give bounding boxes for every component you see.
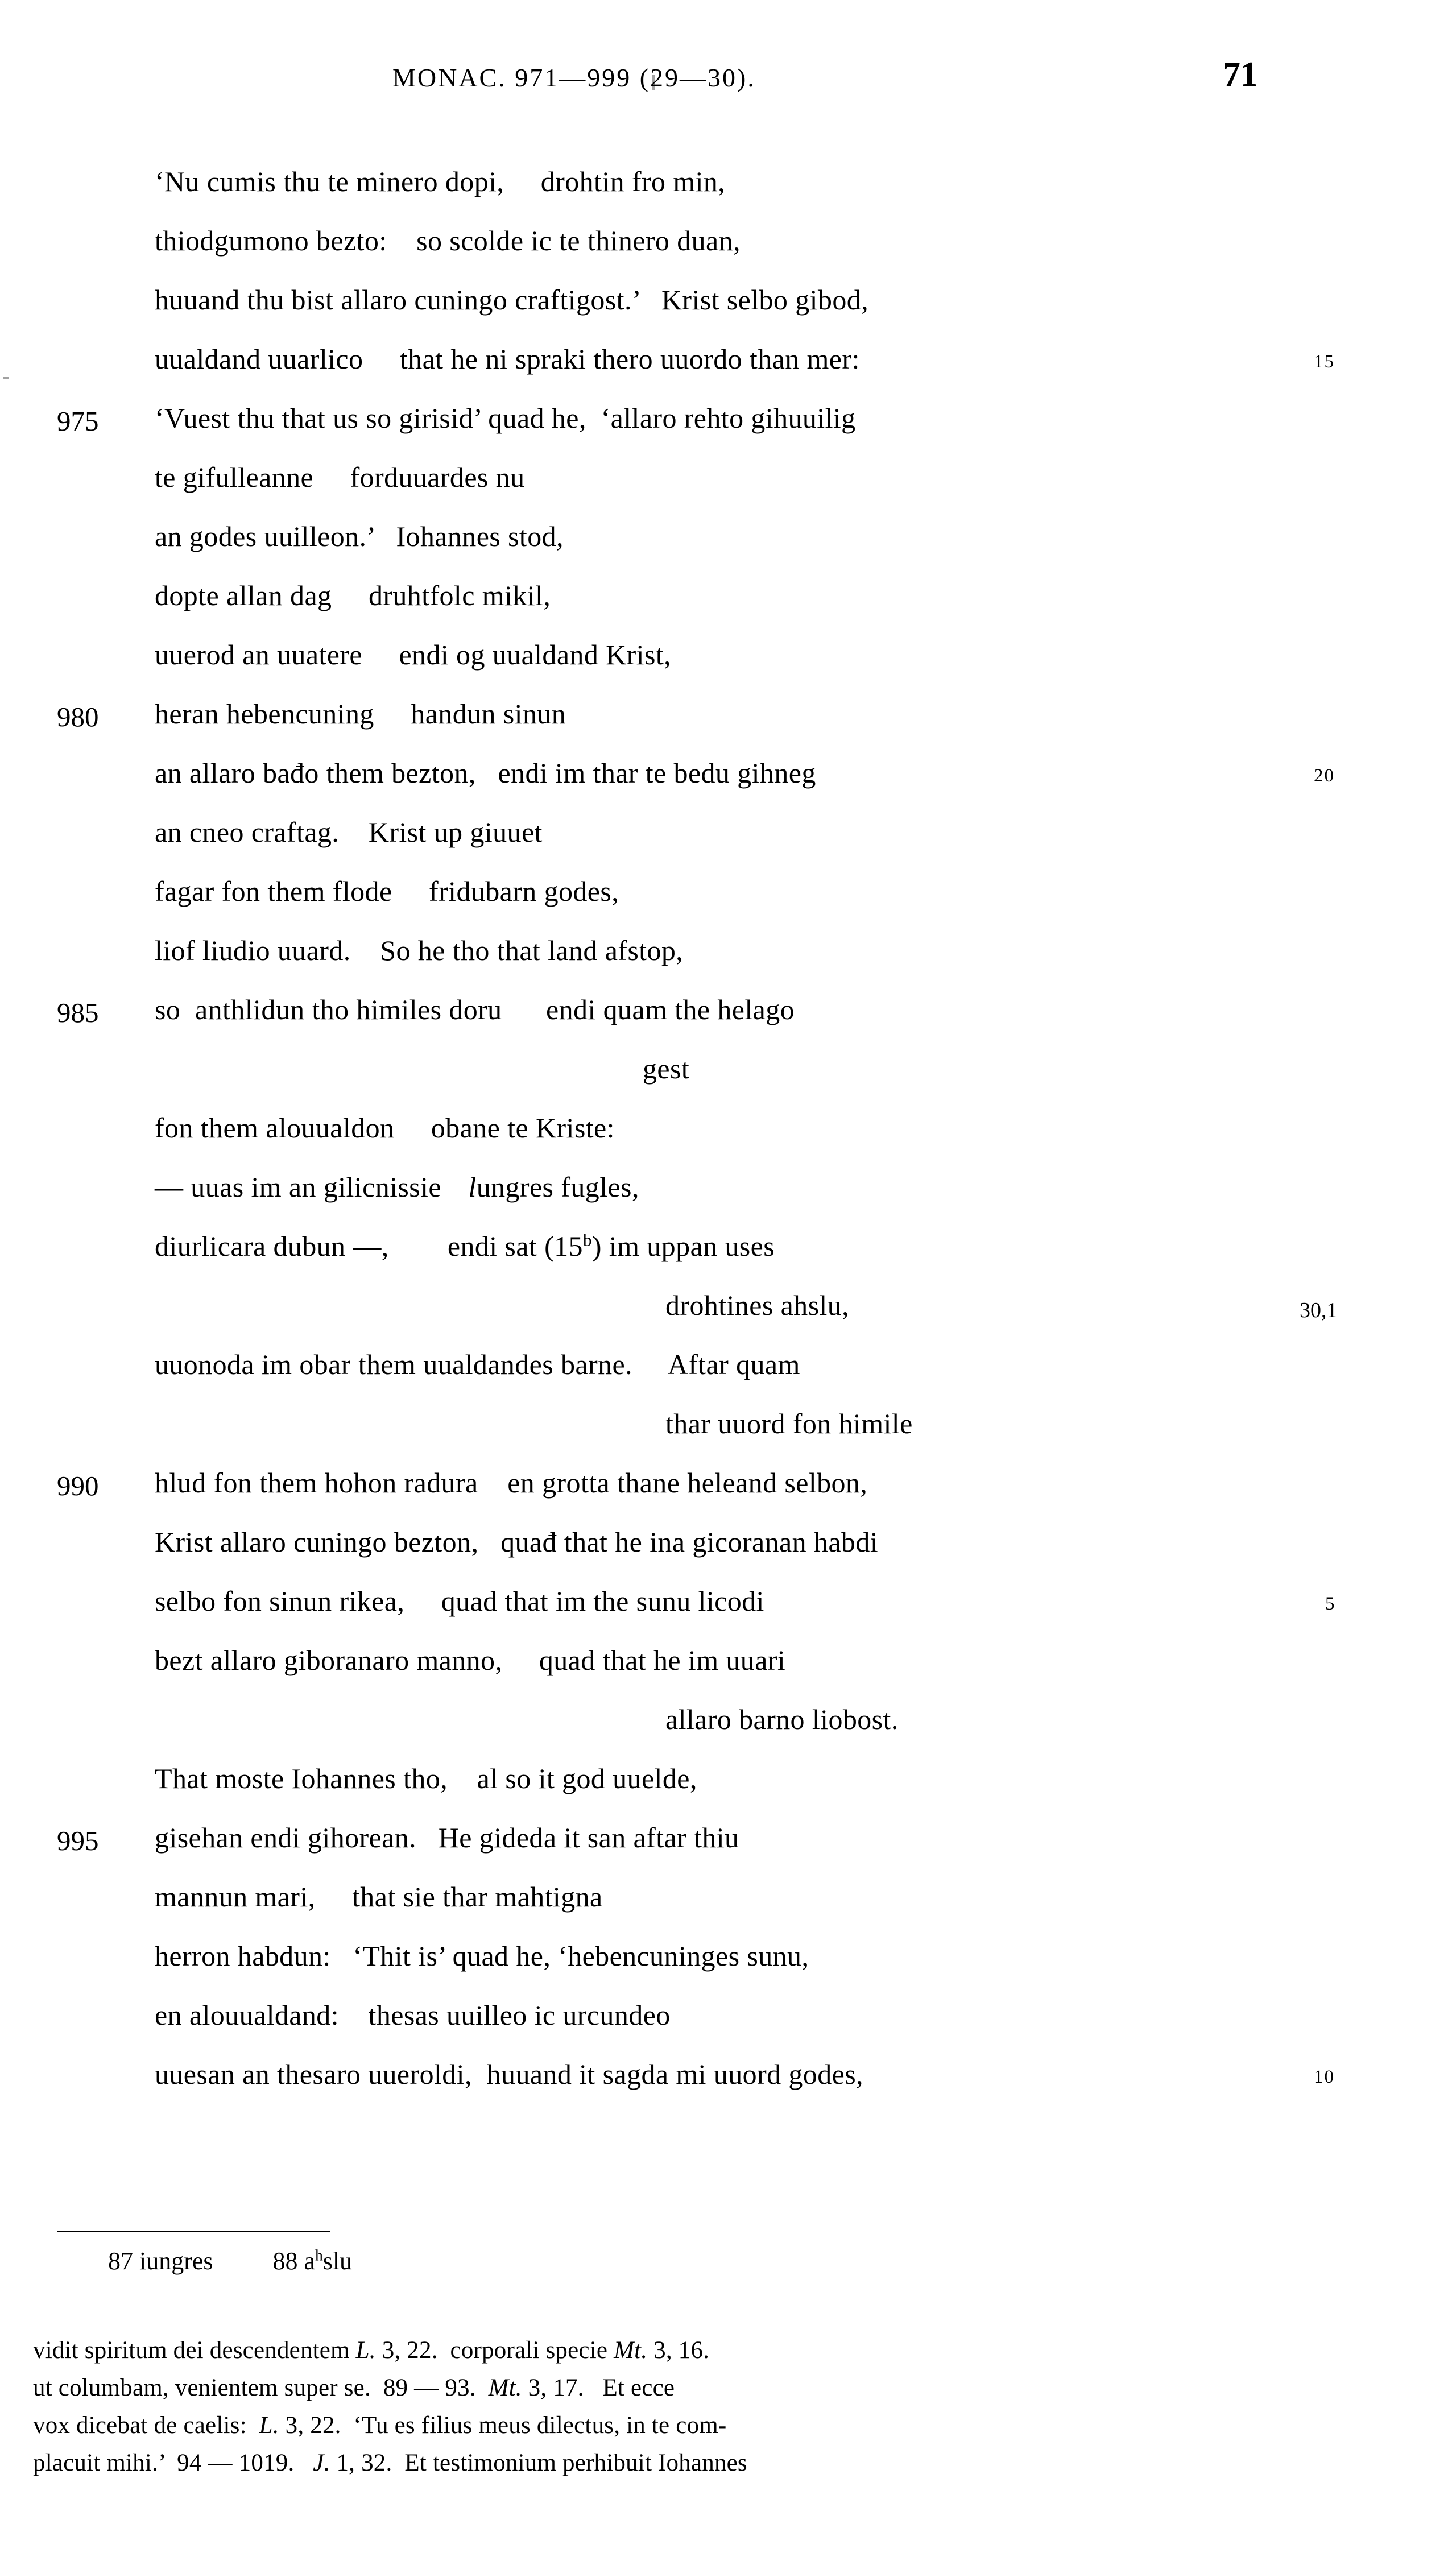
margin-line-number: 10 (1314, 2067, 1335, 2087)
verse-line-text: hlud fon them hohon radura en grotta thane heleand selbon, (155, 1467, 868, 1499)
verse-line-text: an godes uuilleon.’ Iohannes stod, (155, 520, 564, 552)
verse-line (0, 1999, 1456, 2058)
verse-line-text: gisehan endi gihorean. He gideda it san aftar thiu (155, 1822, 739, 1854)
verse-line (0, 579, 1456, 638)
verse-line-text: fon them alouualdon obane te Kriste: (155, 1112, 615, 1144)
verse-line-text: selbo fon sinun rikea, quad that im the sunu licodi (155, 1585, 764, 1617)
verse-line-number: 990 (57, 1470, 99, 1501)
bible-ref-abbrev: Mt. (488, 2374, 522, 2401)
verse-line-text: an cneo craftag. Krist up giuuet (155, 816, 543, 848)
verse-line-text: so anthlidun tho himiles doru endi quam the helago (155, 994, 795, 1025)
latin-source-notes (33, 2332, 1318, 2482)
latin-text: 3, 16. (647, 2337, 710, 2364)
verse-line-text: allaro barno liobost. (665, 1703, 899, 1735)
verse-line (0, 1939, 1456, 1999)
running-head (0, 55, 1456, 148)
verse-line (0, 520, 1456, 579)
page-number: 71 (1223, 55, 1258, 94)
verse-line-number: 975 (57, 406, 99, 437)
verse-line (0, 638, 1456, 697)
verse-line-text: diurlicara dubun —, endi sat (15$^b$) im uppan uses (155, 1230, 775, 1262)
latin-text: placuit mihi.’ 94 — 1019. (33, 2450, 313, 2476)
verse-line (0, 461, 1456, 520)
latin-text: 3, 22. corporali specie (375, 2337, 614, 2364)
verse-line-text: te gifulleanne forduuardes nu (155, 461, 525, 493)
verse-line (0, 1821, 1456, 1880)
latin-note-line (33, 2332, 1318, 2369)
verse-line (0, 934, 1456, 993)
verse-line (0, 283, 1456, 342)
verse-line (0, 1052, 1456, 1111)
verse-line-number: 995 (57, 1825, 99, 1856)
verse-line (0, 1644, 1456, 1703)
verse-line (0, 1525, 1456, 1584)
verse-line-text: dopte allan dag druhtfolc mikil, (155, 580, 551, 611)
latin-note-line (33, 2369, 1318, 2407)
verse-line-text: ‘Vuest thu that us so girisid’ quad he, ‘allaro rehto gihuuilig (155, 402, 856, 434)
verse-line-text: mannun mari, that sie thar mahtigna (155, 1881, 603, 1913)
verse-line-text: en alouualdand: thesas uuilleo ic urcundeo (155, 1999, 671, 2031)
verse-line (0, 165, 1456, 224)
verse-line-text: Krist allaro cuningo bezton, quađ that he ina gicoranan habdi (155, 1526, 879, 1558)
verse-line-text: liof liudio uuard. So he tho that land afstop, (155, 934, 684, 966)
bible-ref-abbrev: Mt. (614, 2337, 648, 2364)
document-page (0, 55, 1456, 2565)
verse-line-text: — uuas im an gilicnissie lungres fugles, (155, 1171, 639, 1203)
verse-line (0, 342, 1456, 402)
verse-line-number: 985 (57, 997, 99, 1028)
verse-line-text: uuerod an uuatere endi og uualdand Krist, (155, 639, 672, 671)
latin-text: 3, 17. Et ecce (522, 2374, 675, 2401)
latin-text: vidit spiritum dei descendentem (33, 2337, 356, 2364)
verse-line-text: drohtines ahslu, (665, 1289, 850, 1321)
verse-line-text: fagar fon them flode fridubarn godes, (155, 875, 619, 907)
verse-line-text: uuesan an thesaro uueroldi, huuand it sagda mi uuord godes, (155, 2058, 863, 2090)
verse-line (0, 1230, 1456, 1289)
latin-text: vox dicebat de caelis: (33, 2412, 259, 2439)
verse-line (0, 1880, 1456, 1939)
latin-text: ut columbam, venientem super se. 89 — 93. (33, 2374, 489, 2401)
verse-line-text: herron habdun: ‘Thit is’ quad he, ‘hebencuninges sunu, (155, 1940, 809, 1972)
verse-line-text: an allaro bađo them bezton, endi im thar te bedu gihneg (155, 757, 816, 789)
latin-note-line (33, 2444, 1318, 2482)
verse-line-text: huuand thu bist allaro cuningo craftigost.’ Krist selbo gibod, (155, 284, 869, 316)
running-head-title: MONAC. 971—999 (29—30). (392, 63, 756, 92)
verse-line (0, 993, 1456, 1052)
verse-line-text: thar uuord fon himile (665, 1408, 913, 1439)
verse-line-text: gest (643, 1053, 690, 1085)
verse-line (0, 697, 1456, 756)
verse-line (0, 1170, 1456, 1230)
apparatus-entry: 87 iungres (108, 2247, 213, 2275)
verse-line-text: bezt allaro giboranaro manno, quad that he im uuari (155, 1644, 786, 1676)
apparatus-entry: 88 $a^hslu$ (272, 2247, 353, 2275)
verse-line-text: uuonoda im obar them uualdandes barne. Aftar quam (155, 1348, 800, 1380)
verse-line-number: 980 (57, 701, 99, 733)
verse-line (0, 402, 1456, 461)
verse-line-text: uualdand uuarlico that he ni spraki thero uuordo than mer: (155, 343, 860, 375)
latin-text: 3, 22. ‘Tu es filius meus dilectus, in te com- (279, 2412, 727, 2439)
verse-line-text: thiodgumono bezto: so scolde ic te thinero duan, (155, 225, 741, 256)
verse-line (0, 816, 1456, 875)
bible-ref-abbrev: J. (313, 2450, 330, 2476)
verse-line (0, 1762, 1456, 1821)
bible-ref-abbrev: L. (259, 2412, 279, 2439)
latin-note-line (33, 2407, 1318, 2444)
verse-line (0, 1703, 1456, 1762)
verse-line (0, 2058, 1456, 2117)
margin-line-number: 30,1 (1300, 1298, 1338, 1322)
verse-line (0, 1289, 1456, 1348)
margin-line-number: 15 (1314, 351, 1335, 372)
bible-ref-abbrev: L. (355, 2337, 376, 2364)
verse-line-text: heran hebencuning handun sinun (155, 698, 566, 730)
verse-line (0, 756, 1456, 816)
verse-line (0, 1348, 1456, 1407)
variant-apparatus (108, 2247, 352, 2276)
apparatus-rule (57, 2231, 330, 2232)
verse-body (0, 165, 1456, 2117)
verse-line (0, 1111, 1456, 1170)
margin-line-number: 20 (1314, 766, 1335, 786)
verse-line (0, 1584, 1456, 1644)
latin-text: 1, 32. Et testimonium perhibuit Iohannes (330, 2450, 747, 2476)
verse-line (0, 1466, 1456, 1525)
verse-line-text: ‘Nu cumis thu te minero dopi, drohtin fro min, (155, 166, 726, 197)
verse-line-text: That moste Iohannes tho, al so it god uuelde, (155, 1763, 697, 1794)
verse-line (0, 875, 1456, 934)
margin-line-number: 5 (1325, 1594, 1336, 1614)
verse-line (0, 1407, 1456, 1466)
verse-line (0, 224, 1456, 283)
